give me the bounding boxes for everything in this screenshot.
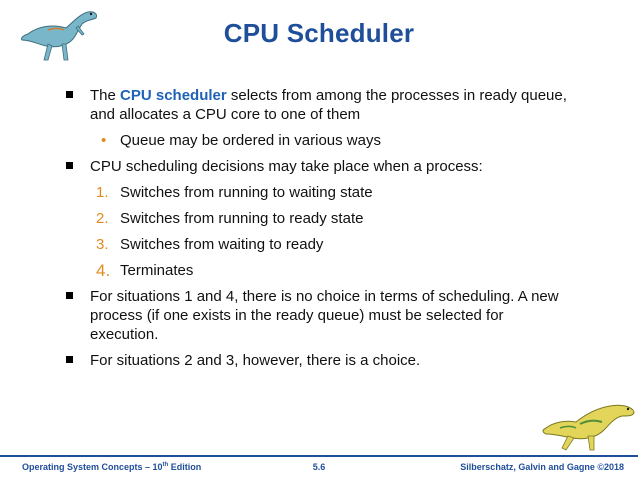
square-bullet-icon [66,91,73,98]
numbered-text: Switches from running to waiting state [120,184,373,201]
page-number: 5.6 [312,462,326,472]
numbered-item [60,183,570,202]
item-number: 1. [96,184,109,201]
footer-title-sup: th [162,462,169,468]
bullet-text-cont: selects from among the processes in ready queue, and allocates a CPU core to one of them [90,87,567,123]
dinosaur-logo-icon [540,384,638,454]
square-bullet-icon [66,356,73,363]
round-bullet-icon: • [101,132,107,149]
footer-title-text: Operating System Concepts – 10 [22,462,163,472]
slide-body [60,86,570,377]
bullet-item [60,86,570,124]
square-bullet-icon [66,292,73,299]
footer-rule [0,455,638,457]
bullet-text: CPU scheduling decisions may take place when a process: [90,158,483,175]
bullet-item [60,287,570,344]
numbered-text: Switches from running to ready state [120,210,364,227]
sub-bullet-text: Queue may be ordered in various ways [120,132,381,149]
footer-title-suffix: Edition [168,462,202,472]
footer-authors: Silberschatz, Galvin and Gagne ©2018 [460,462,624,472]
numbered-item [60,261,570,280]
bullet-item [60,351,570,370]
bullet-text: For situations 1 and 4, there is no choice in terms of scheduling. A new process (if one exists in the ready queue) must be selected for execution. [90,288,559,343]
bullet-item [60,157,570,176]
square-bullet-icon [66,162,73,169]
bullet-text: For situations 2 and 3, however, there is a choice. [90,352,421,369]
numbered-text: Switches from waiting to ready [120,236,324,253]
bullet-text: The [90,87,121,104]
numbered-item [60,235,570,254]
item-number: 4. [96,261,111,280]
sub-bullet-item [60,131,570,150]
numbered-item [60,209,570,228]
numbered-text: Terminates [120,262,194,279]
item-number: 3. [96,236,109,253]
cpu-scheduler-term: CPU scheduler [120,87,227,104]
item-number: 2. [96,210,109,227]
slide-title: CPU Scheduler [223,18,415,48]
